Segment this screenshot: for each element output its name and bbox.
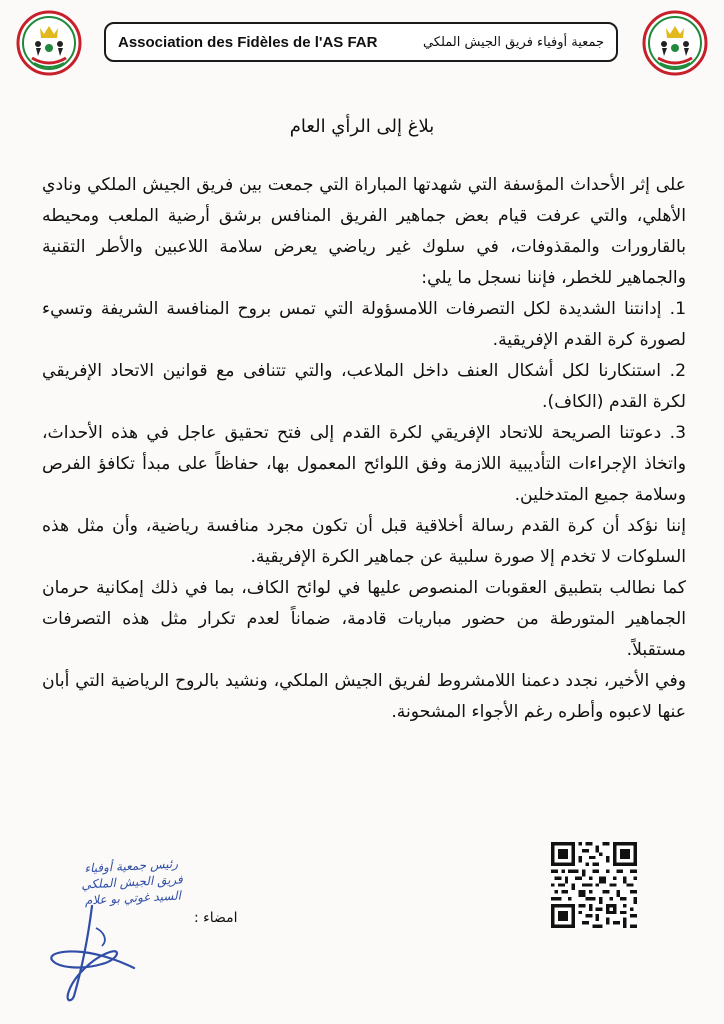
paragraph-closing: وفي الأخير، نجدد دعمنا اللامشروط لفريق الجيش الملكي، ونشيد بالروح الرياضية التي أبان عنها لاعبوه وأطره رغم الأجواء المشحونة.: [42, 671, 686, 722]
list-item: [42, 356, 686, 418]
paragraph-football-message: إننا نؤكد أن كرة القدم رسالة أخلاقية قبل أن تكون مجرد منافسة رياضية، وأن مثل هذه السلوكات لا تخدم إلا صورة سلبية عن جماهير الكرة الإفريقية.: [42, 516, 686, 567]
list-item-text: دعوتنا الصريحة للاتحاد الإفريقي لكرة القدم إلى فتح تحقيق عاجل في هذه الأحداث، واتخاذ الإجراءات التأديبية اللازمة وفق اللوائح المعمول بها، حفاظاً على مبدأ تكافؤ الفرص وسلامة جميع المتدخلين.: [42, 423, 686, 505]
logo-right-icon: [642, 10, 708, 76]
stamp-line: السيد غوتي بو علام: [84, 888, 182, 908]
document-heading: بلاغ إلى الرأي العام: [289, 116, 435, 137]
intro-paragraph: على إثر الأحداث المؤسفة التي شهدتها المباراة التي جمعت بين فريق الجيش الملكي ونادي الأهلي، والتي عرفت قيام بعض جماهير الفريق المنافس برشق أرضية الملعب ومحيطه بالقارورات والمقذوفات، في سلوك غير رياضي يعرض سلامة اللاعبين والأطر التقنية والجماهير للخطر، فإننا نسجل ما يلي:: [42, 175, 686, 288]
stamp-line: رئيس جمعية أوفياء: [84, 856, 179, 876]
list-item-number: 3.: [669, 423, 686, 443]
title-french: Association des Fidèles de l'AS FAR: [118, 33, 378, 51]
points-list: [42, 294, 686, 511]
paragraph-sanctions-demand: كما نطالب بتطبيق العقوبات المنصوص عليها في لوائح الكاف، بما في ذلك إمكانية حرمان الجماهير المتورطة من حضور مباريات قادمة، ضماناً لعدم تكرار مثل هذه التصرفات مستقبلاً.: [42, 578, 686, 660]
stamp-line: فريق الجيش الملكي: [80, 872, 184, 892]
document-body: [42, 170, 686, 728]
title-arabic: جمعية أوفياء فريق الجيش الملكي: [422, 34, 604, 50]
list-item-text: إدانتنا الشديدة لكل التصرفات اللامسؤولة التي تمس بروح المنافسة الشريفة وتسيء لصورة كرة القدم الإفريقية.: [42, 299, 686, 350]
logo-left-icon: [16, 10, 82, 76]
signature-icon: [22, 898, 162, 1008]
list-item: [42, 418, 686, 511]
qr-code-icon: [551, 842, 637, 928]
signature-label: امضاء :: [194, 910, 238, 926]
list-item-number: 1.: [669, 299, 686, 319]
header-title-box: [104, 22, 618, 62]
list-item-text: استنكارنا لكل أشكال العنف داخل الملاعب، والتي تتنافى مع قوانين الاتحاد الإفريقي لكرة القدم (الكاف).: [42, 361, 686, 412]
list-item-number: 2.: [669, 361, 686, 381]
list-item: [42, 294, 686, 356]
signature-block: [22, 858, 242, 1008]
